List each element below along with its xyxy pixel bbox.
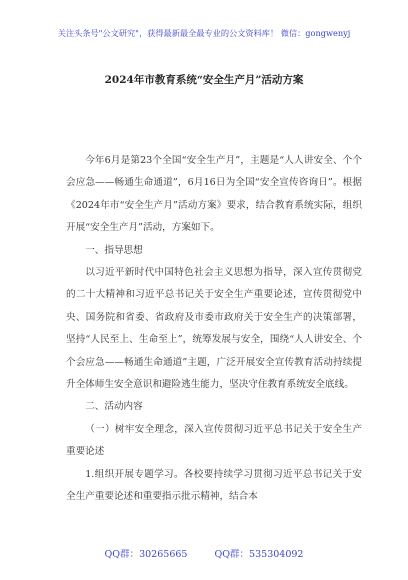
subsection-heading-1: （一）树牢安全理念，深入宣传贯彻习近平总书记关于安全生产重要论述: [66, 423, 362, 458]
item-paragraph-1: 1.组织开展专题学习。各校要持续学习贯彻习近平总书记关于安全生产重要论述和重要指示批示精神，结合本: [66, 468, 362, 503]
guiding-ideology-paragraph: 以习近平新时代中国特色社会主义思想为指导，深入宣传贯彻党的二十大精神和习近平总书记关于安全生产重要论述，宣传贯彻党中央、国务院和省委、省政府及市委市政府关于安全生产的决策部署，坚持“人民至上、生命至上”，统筹发展与安全，围绕“人人讲安全、个个会应急——畅通生命通道”主题，广泛开展安全宣传教育活动持续提升全体师生安全意识和避险逃生能力，坚决守住教育系统安全底线。: [66, 267, 362, 391]
intro-paragraph: 今年6月是第23个全国“安全生产月”，主题是“人人讲安全、个个会应急——畅通生命通道”，6月16日为全国“安全宣传咨询日”。根据《2024年市“安全生产月”活动方案》要求，结合教育系统实际，组织开展“安全生产月”活动，方案如下。: [66, 155, 362, 234]
document-body: [66, 150, 362, 509]
section-heading-guiding-ideology: 一、指导思想: [85, 244, 143, 256]
document-title: 2024年市教育系统“安全生产月”活动方案: [104, 74, 304, 86]
footer-qq-group-2: QQ群：535304092: [214, 549, 304, 560]
header-note: 关注头条号"公文研究"，获得最新最全最专业的公文资料库！ 微信：gongwenyj: [57, 28, 351, 38]
footer-qq-group-1: QQ群：30265665: [104, 549, 188, 560]
section-heading-activity-content: 二、活动内容: [85, 401, 143, 413]
footer-contact: [0, 546, 408, 560]
